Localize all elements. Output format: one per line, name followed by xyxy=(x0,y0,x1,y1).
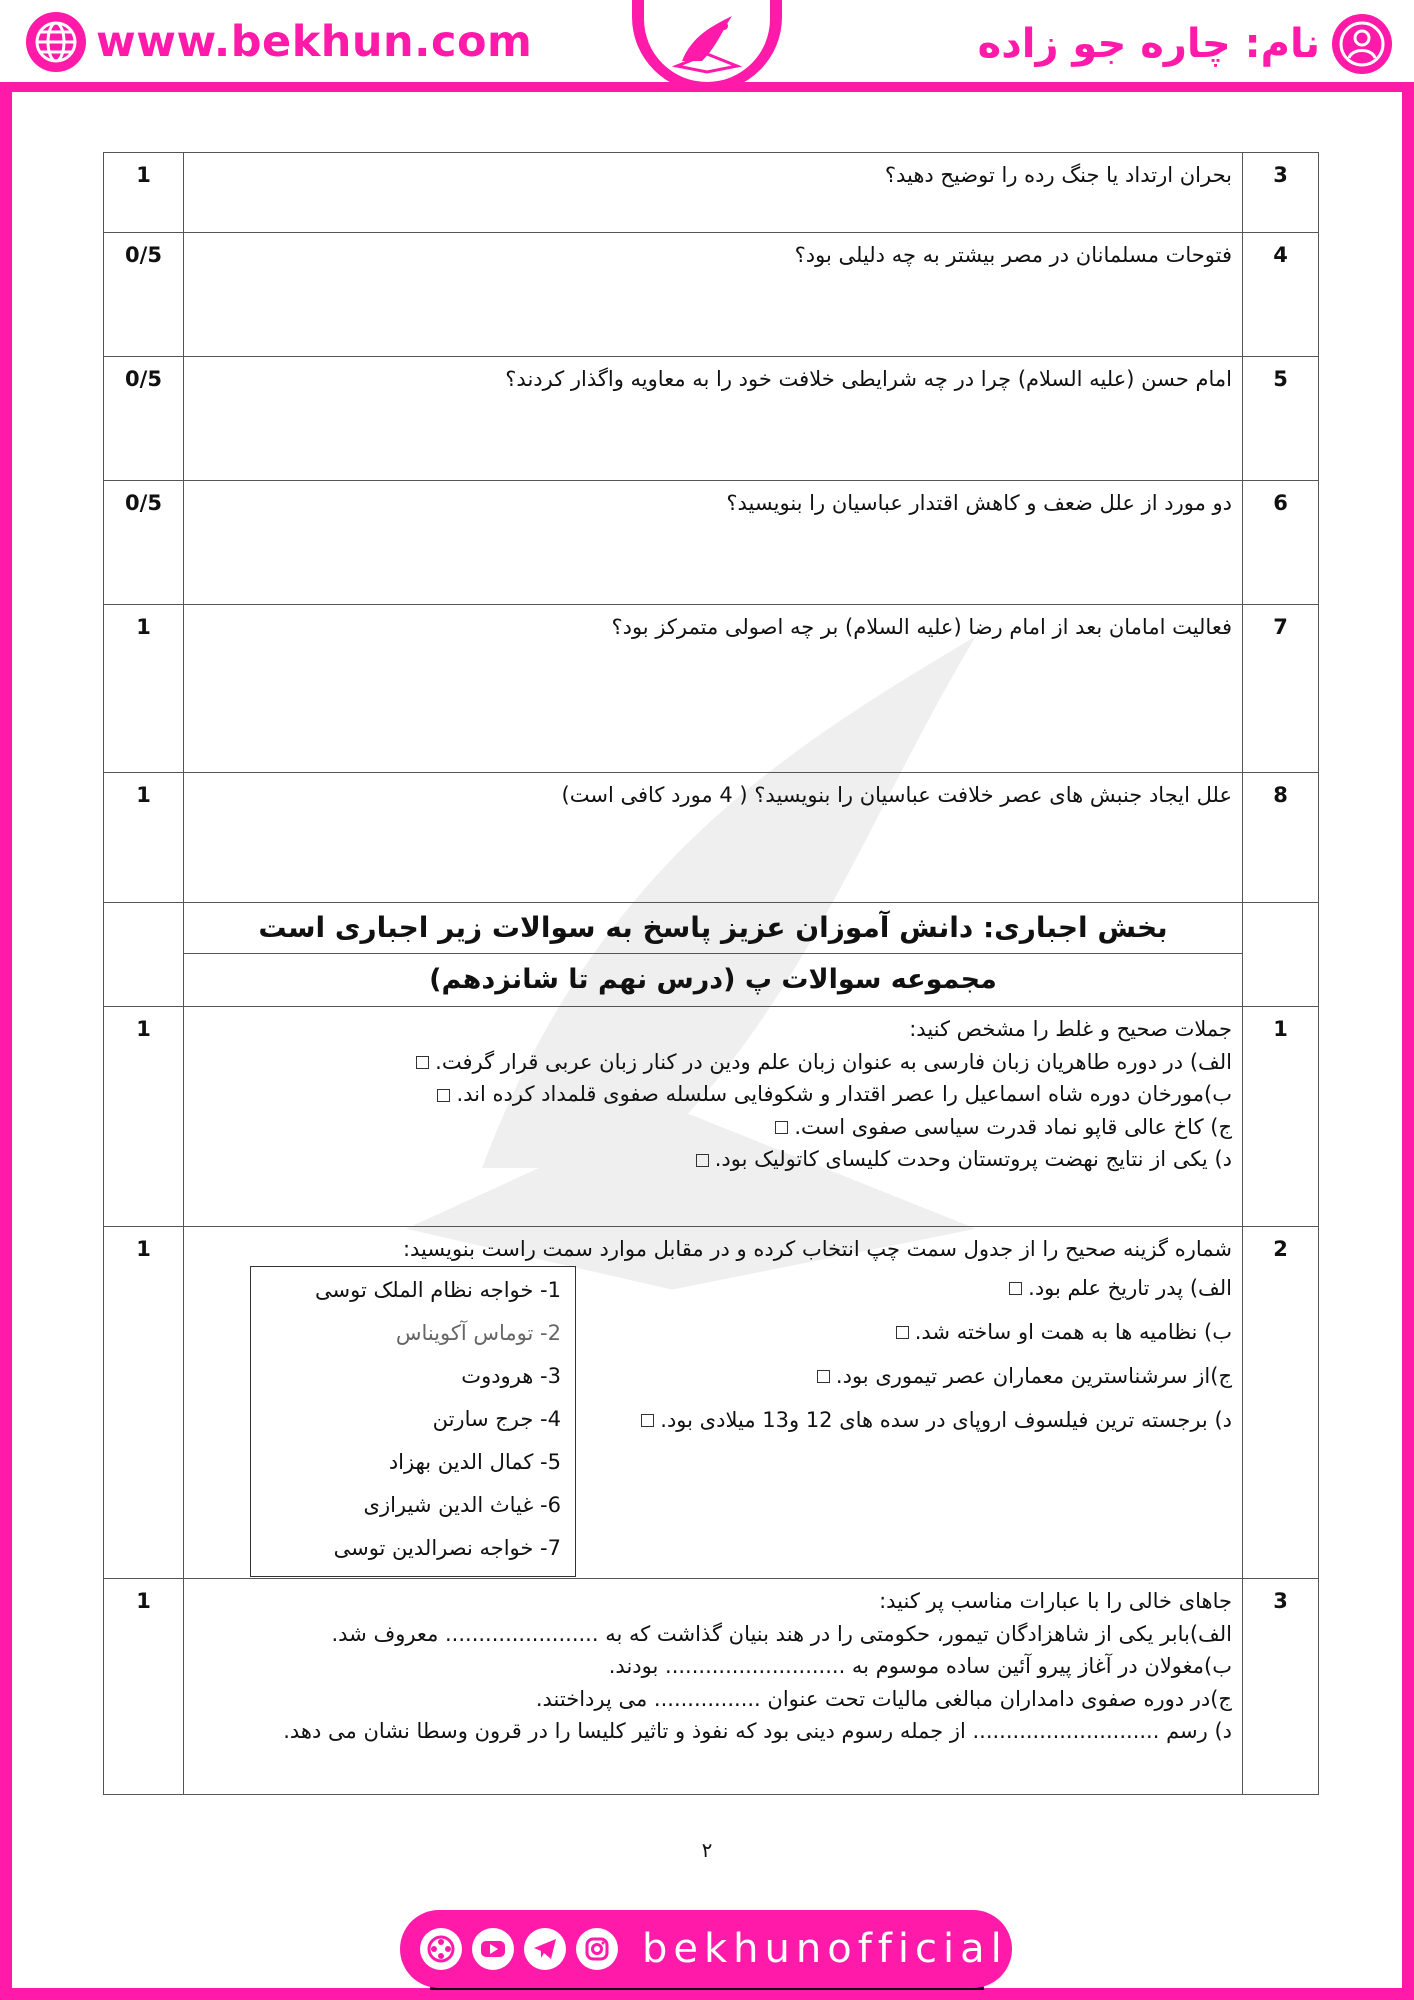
fill-item: ب)مغولان در آغاز پیرو آئین ساده موسوم به ........................... بودند. xyxy=(608,1654,1232,1679)
student-name: نام: چاره جو زاده xyxy=(977,21,1320,67)
question-number: 3 xyxy=(1243,153,1319,233)
answer-checkbox[interactable] xyxy=(1009,1282,1022,1295)
telegram-icon[interactable] xyxy=(524,1928,566,1970)
tf-item: ب)مورخان دوره شاه اسماعیل را عصر اقتدار و شکوفایی سلسله صفوی قلمداد کرده اند. xyxy=(194,1078,1232,1111)
section-spacer xyxy=(1243,903,1319,1007)
brand-logo-badge xyxy=(632,0,782,92)
matching-area xyxy=(194,1266,1232,1564)
answer-checkbox[interactable] xyxy=(641,1414,654,1427)
section-title: بخش اجباری: دانش آموزان عزیز پاسخ به سوالات زیر اجباری است xyxy=(184,903,1242,954)
tf-item: ج) کاخ عالی قاپو نماد قدرت سیاسی صفوی است. xyxy=(194,1111,1232,1144)
question-number: 7 xyxy=(1243,605,1319,773)
match-item: ج)از سرشناسترین معماران عصر تیموری بود. xyxy=(635,1354,1232,1398)
match-option: 4- جرج سارتن xyxy=(432,1406,561,1431)
question-score: 0/5 xyxy=(104,233,184,357)
match-option: 6- غیاث الدین شیرازی xyxy=(363,1492,561,1517)
question-score: 1 xyxy=(104,1227,184,1579)
question-row-match xyxy=(104,1227,1319,1579)
site-link[interactable] xyxy=(26,14,532,70)
question-text: فتوحات مسلمانان در مصر بیشتر به چه دلیلی بود؟ xyxy=(184,233,1243,357)
question-number: 6 xyxy=(1243,481,1319,605)
fill-item: ج)در دوره صفوی دامداران مبالغی مالیات تحت عنوان ................ می پرداختند. xyxy=(535,1686,1232,1711)
question-number: 8 xyxy=(1243,773,1319,903)
match-statements xyxy=(635,1266,1232,1442)
answer-checkbox[interactable] xyxy=(817,1370,830,1383)
page-number: ۲ xyxy=(701,1838,713,1862)
match-option: 2- توماس آکویناس xyxy=(395,1320,561,1345)
student-name-area xyxy=(978,14,1392,74)
question-number: 2 xyxy=(1243,1227,1319,1579)
question-number: 1 xyxy=(1243,1007,1319,1227)
match-item: د) برجسته ترین فیلسوف اروپای در سده های 12 و13 میلادی بود. xyxy=(635,1398,1232,1442)
match-option: 5- کمال الدین بهزاد xyxy=(388,1449,561,1474)
question-score: 1 xyxy=(104,773,184,903)
bottom-border xyxy=(0,1990,1414,2000)
section-subtitle: مجموعه سوالات پ (درس نهم تا شانزدهم) xyxy=(429,964,997,995)
question-intro: شماره گزینه صحیح را از جدول سمت چپ انتخاب کرده و در مقابل موارد سمت راست بنویسید: xyxy=(402,1237,1232,1261)
question-score: 1 xyxy=(104,153,184,233)
fill-item: د) رسم ............................ از جمله رسوم دینی بود که نفوذ و تاثیر کلیسا را در قرون وسطا نشان می دهد. xyxy=(283,1719,1232,1744)
question-text: فعالیت امامان بعد از امام رضا (علیه السلام) بر چه اصولی متمرکز بود؟ xyxy=(184,605,1243,773)
question-score: 1 xyxy=(104,605,184,773)
match-option: 3- هرودوت xyxy=(461,1363,561,1388)
question-number: 4 xyxy=(1243,233,1319,357)
match-option: 1- خواجه نظام الملک توسی xyxy=(315,1277,561,1302)
question-score: 0/5 xyxy=(104,481,184,605)
question-text: دو مورد از علل ضعف و کاهش اقتدار عباسیان را بنویسید؟ xyxy=(184,481,1243,605)
question-row-5 xyxy=(104,357,1319,481)
question-row-8 xyxy=(104,773,1319,903)
section-spacer xyxy=(104,903,184,1007)
globe-icon xyxy=(26,12,86,72)
page-header xyxy=(0,0,1414,92)
question-body xyxy=(184,1579,1243,1795)
question-row-tf xyxy=(104,1007,1319,1227)
question-score: 1 xyxy=(104,1007,184,1227)
youtube-icon[interactable] xyxy=(472,1928,514,1970)
question-score: 0/5 xyxy=(104,357,184,481)
question-row-fill xyxy=(104,1579,1319,1795)
tf-item: الف) در دوره طاهریان زبان فارسی به عنوان زبان علم ودین در کنار زبان عربی قرار گرفت. xyxy=(194,1046,1232,1079)
question-score: 1 xyxy=(104,1579,184,1795)
answer-checkbox[interactable] xyxy=(416,1056,429,1069)
match-item: الف) پدر تاریخ علم بود. xyxy=(635,1266,1232,1310)
question-text: بحران ارتداد یا جنگ رده را توضیح دهید؟ xyxy=(184,153,1243,233)
question-intro: جملات صحیح و غلط را مشخص کنید: xyxy=(909,1017,1232,1041)
question-body xyxy=(184,1227,1243,1579)
site-url: www.bekhun.com xyxy=(96,17,533,67)
match-option: 7- خواجه نصرالدین توسی xyxy=(333,1535,561,1560)
section-header-cell xyxy=(184,903,1243,1007)
section-header-row xyxy=(104,903,1319,1007)
question-number: 3 xyxy=(1243,1579,1319,1795)
instagram-icon[interactable] xyxy=(576,1928,618,1970)
social-handle: bekhunofficial xyxy=(642,1926,1008,1972)
question-row-3 xyxy=(104,153,1319,233)
answer-checkbox[interactable] xyxy=(437,1089,450,1102)
social-bar xyxy=(400,1910,1012,1988)
answer-checkbox[interactable] xyxy=(696,1154,709,1167)
page-footer xyxy=(0,1910,1414,2000)
question-number: 5 xyxy=(1243,357,1319,481)
match-options-box xyxy=(250,1266,576,1577)
question-row-7 xyxy=(104,605,1319,773)
user-icon xyxy=(1332,14,1392,74)
match-item: ب) نظامیه ها به همت او ساخته شد. xyxy=(635,1310,1232,1354)
answer-checkbox[interactable] xyxy=(896,1326,909,1339)
question-body xyxy=(184,1007,1243,1227)
answer-checkbox[interactable] xyxy=(775,1121,788,1134)
exam-table xyxy=(103,152,1319,1795)
question-intro: جاهای خالی را با عبارات مناسب پر کنید: xyxy=(879,1589,1232,1613)
fill-item: الف)بابر یکی از شاهزادگان تیمور، حکومتی را در هند بنیان گذاشت که به ....................... معروف شد. xyxy=(331,1621,1232,1646)
film-icon[interactable] xyxy=(420,1928,462,1970)
tf-item: د) یکی از نتایج نهضت پروتستان وحدت کلیسای کاتولیک بود. xyxy=(194,1143,1232,1176)
question-row-6 xyxy=(104,481,1319,605)
question-text: علل ایجاد جنبش های عصر خلافت عباسیان را بنویسید؟ ( 4 مورد کافی است) xyxy=(184,773,1243,903)
question-text: امام حسن (علیه السلام) چرا در چه شرایطی خلافت خود را به معاویه واگذار کردند؟ xyxy=(184,357,1243,481)
brand-logo-icon xyxy=(662,6,752,76)
question-row-4 xyxy=(104,233,1319,357)
